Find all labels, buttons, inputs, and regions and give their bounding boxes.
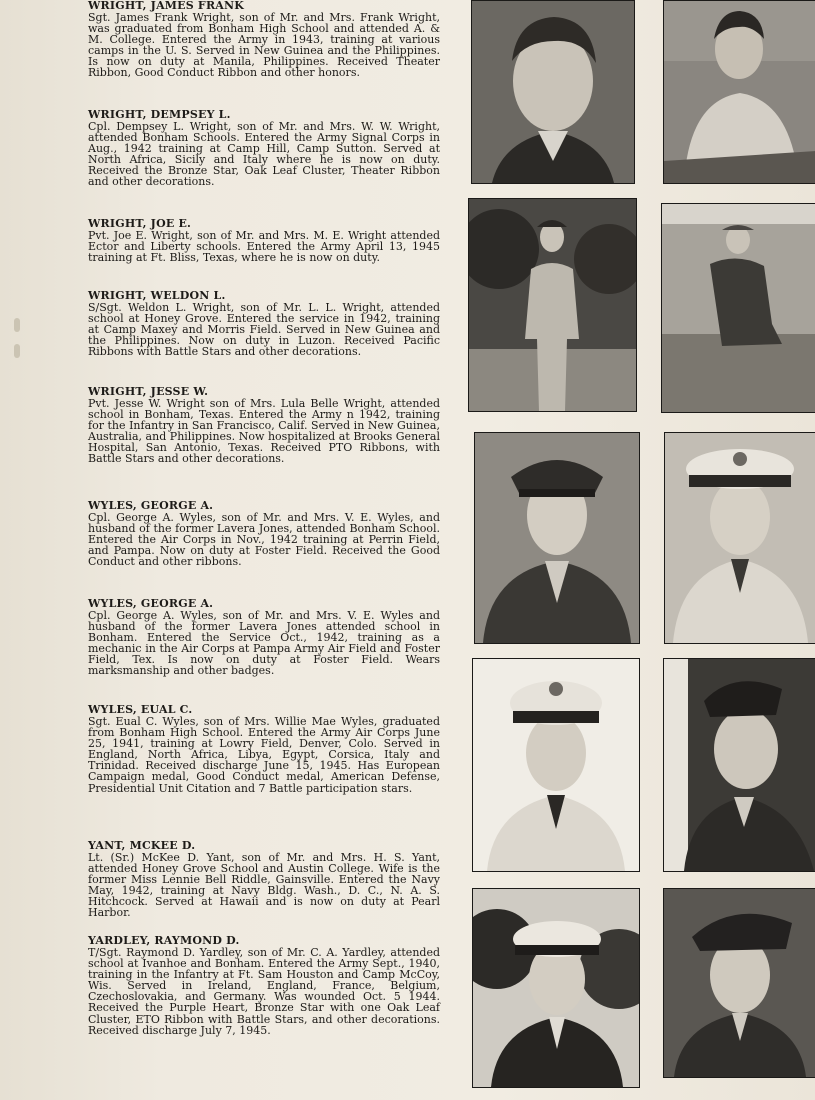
portrait-photo <box>663 888 815 1078</box>
entry-yant-mckee <box>88 840 440 919</box>
entry-wyles-george-1 <box>88 500 440 567</box>
portrait-image <box>475 433 639 643</box>
entry-body: Sgt. Eual C. Wyles, son of Mrs. Willie Mae Wyles, graduated from Bonham High School. Entered the Army Air Corps June 25, 1941, training at Lowry Field, Denver, Colo. Served in England, North Africa, Libya, Egypt, Corsica, Italy and Trinidad. Received discharge June 15, 1945. Has European Campaign medal, Good Conduct medal, American Defense, Presidential Unit Citation and 7 Battle participation stars. <box>88 715 440 795</box>
entry-wyles-george-2 <box>88 598 440 677</box>
entry-body: Pvt. Joe E. Wright, son of Mr. and Mrs. M. E. Wright attended Ector and Liberty schools. Entered the Army April 13, 1945 training at Ft. Bliss, Texas, where he is now on duty. <box>88 229 440 265</box>
portrait-photo <box>472 888 640 1088</box>
entry-name: WYLES, EUAL C. <box>88 703 193 716</box>
entry-wright-dempsey <box>88 109 440 188</box>
portrait-image <box>473 659 639 871</box>
entry-body: Sgt. James Frank Wright, son of Mr. and Mrs. Frank Wright, was graduated from Bonham High School and attended A. & M. College. Entered the Army in 1943, training at various camps in the U. S. Served in New Guinea and the Philippines. Is now on duty at Manila, Philippines. Received Theater Ribbon, Good Conduct Ribbon and other honors. <box>88 11 440 80</box>
entry-name: WRIGHT, JOE E. <box>88 217 192 230</box>
entry-body: Cpl. George A. Wyles, son of Mr. and Mrs. V. E. Wyles, and husband of the former Lavera Jones, attended Bonham School. Entered the Air Corps in Nov., 1942 training at Perrin Field, and Pampa. Now on duty at Foster Field. Received the Good Conduct and other ribbons. <box>88 511 440 569</box>
portrait-image <box>472 1 634 183</box>
portrait-photo <box>471 0 635 184</box>
entry-name: WYLES, GEORGE A. <box>88 499 214 512</box>
entry-name: WRIGHT, JESSE W. <box>88 385 209 398</box>
entry-yardley-raymond <box>88 935 440 1036</box>
entry-name: WRIGHT, DEMPSEY L. <box>88 108 231 121</box>
portrait-photo <box>474 432 640 644</box>
portrait-photo <box>468 198 637 412</box>
entry-name: WRIGHT, WELDON L. <box>88 289 226 302</box>
portrait-photo <box>664 432 815 644</box>
entry-name: YANT, MCKEE D. <box>88 839 196 852</box>
portrait-image <box>664 659 815 871</box>
entry-body: Pvt. Jesse W. Wright son of Mrs. Lula Belle Wright, attended school in Bonham, Texas. Entered the Army n 1942, training for the Infantry in San Francisco, Calif. Served in New Guinea, Australia, and Philippines. Now hospitalized at Brooks General Hospital, San Antonio, Texas. Received PTO Ribbons, with Battle Stars and other decorations. <box>88 397 440 466</box>
portrait-image <box>664 1 815 183</box>
entry-body: S/Sgt. Weldon L. Wright, son of Mr. L. L. Wright, attended school at Honey Grove. Entered the service in 1942, training at Camp Maxey and Morris Field. Served in New Guinea and the Philippines. Now on duty in Luzon. Received Pacific Ribbons with Battle Stars and other decorations. <box>88 301 440 359</box>
portrait-image <box>662 204 815 412</box>
portrait-image <box>473 889 639 1087</box>
binder-mark <box>14 318 20 332</box>
binder-mark <box>14 344 20 358</box>
entry-wyles-eual <box>88 704 440 794</box>
portrait-photo <box>663 658 815 872</box>
entry-wright-jesse <box>88 386 440 465</box>
portrait-image <box>664 889 815 1077</box>
entry-name: WYLES, GEORGE A. <box>88 597 214 610</box>
entry-wright-joe <box>88 218 440 263</box>
portrait-photo <box>472 658 640 872</box>
entry-wright-weldon <box>88 290 440 357</box>
entry-body: T/Sgt. Raymond D. Yardley, son of Mr. C. A. Yardley, attended school at Ivanhoe and Bonham. Entered the Army Sept., 1940, training in the Infantry at Ft. Sam Houston and Camp McCoy, Wis. Served in Ireland, England, France, Belgium, Czechoslovakia, and Germany. Was wounded Oct. 5 1944. Received the Purple Heart, Bronze Star with one Oak Leaf Cluster, ETO Ribbon with Battle Stars, and other decorations. Received discharge July 7, 1945. <box>88 946 440 1037</box>
entry-name: WRIGHT, JAMES FRANK <box>88 0 245 12</box>
portrait-image <box>469 199 636 411</box>
entry-body: Cpl. Dempsey L. Wright, son of Mr. and Mrs. W. W. Wright, attended Bonham Schools. Entered the Army Signal Corps in Aug., 1942 training at Camp Hill, Camp Sutton. Served at North Africa, Sicily and Italy where he is now on duty. Received the Bronze Star, Oak Leaf Cluster, Theater Ribbon and other decorations. <box>88 120 440 189</box>
portrait-image <box>665 433 815 643</box>
entry-wright-james-frank <box>88 0 440 79</box>
entry-body: Lt. (Sr.) McKee D. Yant, son of Mr. and Mrs. H. S. Yant, attended Honey Grove School and Austin College. Wife is the former Miss Lennie Bell Riddle, Gainsville. Entered the Navy May, 1942, training at Navy Bldg. Wash., D. C., N. A. S. Hitchcock. Served at Hawaii and is now on duty at Pearl Harbor. <box>88 851 440 920</box>
biography-column <box>88 0 440 1100</box>
portrait-photo <box>661 203 815 413</box>
entry-name: YARDLEY, RAYMOND D. <box>88 934 240 947</box>
portrait-photo <box>663 0 815 184</box>
entry-body: Cpl. George A. Wyles, son of Mr. and Mrs. V. E. Wyles and husband of the former Lavera Jones attended school in Bonham. Entered the Service Oct., 1942, training as a mechanic in the Air Corps at Pampa Army Air Field and Foster Field, Tex. Is now on duty at Foster Field. Wears marksmanship and other badges. <box>88 609 440 678</box>
